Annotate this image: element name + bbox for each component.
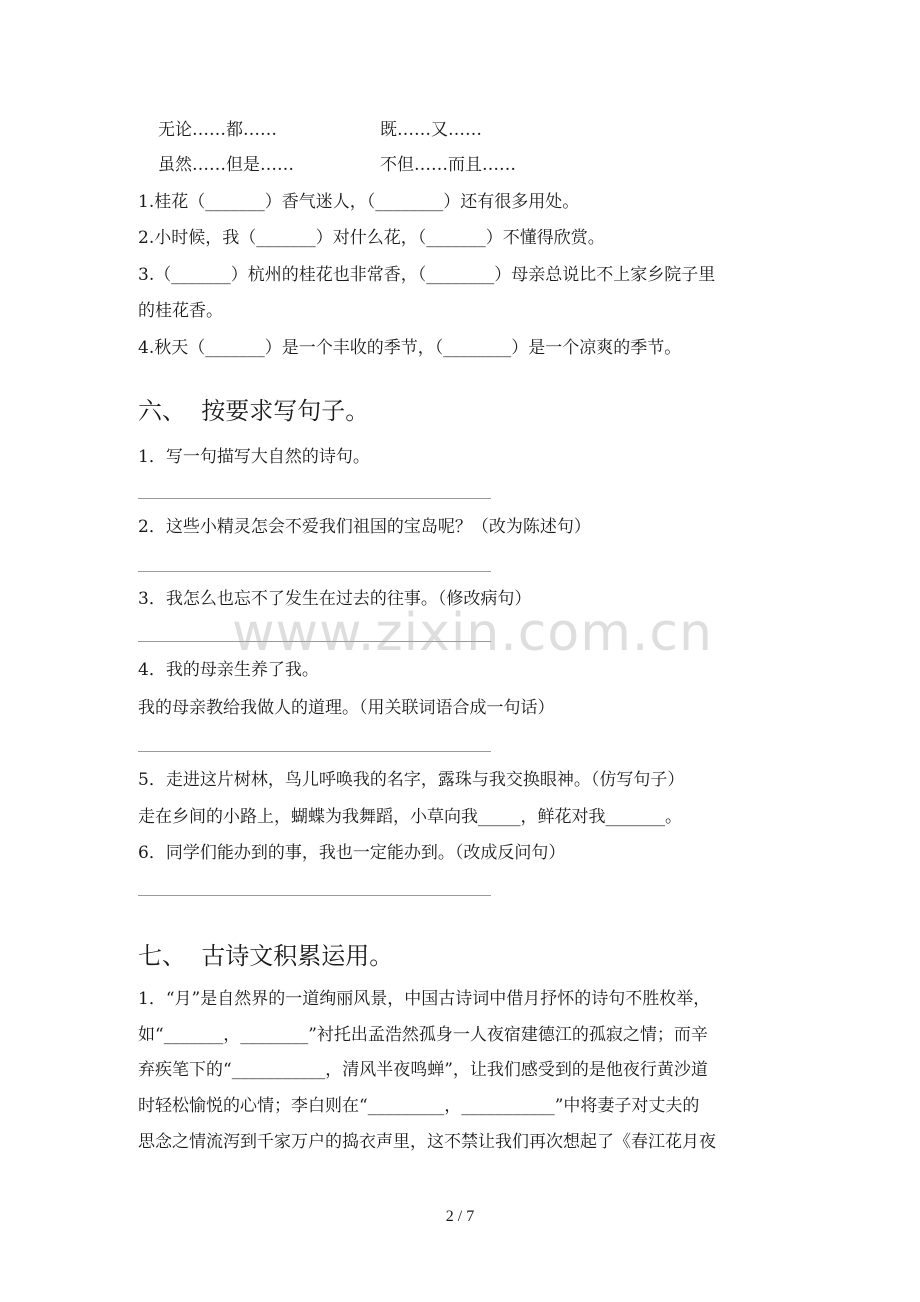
poem-question-line: 时轻松愉悦的心情；李白则在“_________，___________”中将妻子对丈夫的 [138, 1096, 700, 1116]
page-number: 2 / 7 [445, 1208, 475, 1225]
question: 5．走进这片树林，鸟儿呼唤我的名字，露珠与我交换眼神。（仿写句子） [138, 770, 685, 790]
fill-in-question: 3.（_______）杭州的桂花也非常香，（________）母亲总说比不上家乡院子里 [138, 265, 716, 285]
answer-line[interactable] [138, 571, 491, 572]
fill-in-question: 1.桂花（_______）香气迷人，（________）还有很多用处。 [138, 192, 580, 212]
conjunction-option: 无论……都…… [158, 120, 277, 140]
poem-question-line: 1．“月”是自然界的一道绚丽风景，中国古诗词中借月抒怀的诗句不胜枚举， [138, 989, 711, 1009]
fill-in-question: 的桂花香。 [138, 301, 223, 321]
question: 我的母亲教给我做人的道理。（用关联词语合成一句话） [138, 698, 555, 718]
poem-question-line: 如“_______，________”衬托出孟浩然孤身一人夜宿建德江的孤寂之情；而辛 [138, 1025, 708, 1045]
poem-question-line: 思念之情流泻到千家万户的捣衣声里，这不禁让我们再次想起了《春江花月夜 [138, 1132, 716, 1152]
section-heading: 七、 古诗文积累运用。 [138, 942, 394, 970]
answer-line[interactable] [138, 895, 491, 896]
watermark: www.zixin.com.cn [232, 603, 713, 663]
answer-line[interactable] [138, 751, 491, 752]
question: 2．这些小精灵怎会不爱我们祖国的宝岛呢？（改为陈述句） [138, 517, 591, 537]
conjunction-option: 既……又…… [380, 120, 482, 140]
question: 走在乡间的小路上，蝴蝶为我舞蹈，小草向我_____，鲜花对我_______。 [138, 807, 682, 827]
conjunction-option: 虽然……但是…… [158, 155, 294, 175]
question: 6．同学们能办到的事，我也一定能办到。（改成反问句） [138, 843, 566, 863]
section-heading: 六、 按要求写句子。 [138, 397, 370, 425]
question: 3．我怎么也忘不了发生在过去的往事。（修改病句） [138, 589, 532, 609]
answer-line[interactable] [138, 498, 491, 499]
fill-in-question: 4.秋天（_______）是一个丰收的季节，（________）是一个凉爽的季节。 [138, 338, 682, 358]
question: 1．写一句描写大自然的诗句。 [138, 447, 370, 467]
question: 4．我的母亲生养了我。 [138, 660, 319, 680]
poem-question-line: 弃疾笔下的“___________，清风半夜鸣蝉”，让我们感受到的是他夜行黄沙道 [138, 1060, 708, 1080]
fill-in-question: 2.小时候，我（_______）对什么花，（_______）不懂得欣赏。 [138, 228, 605, 248]
conjunction-option: 不但……而且…… [380, 155, 516, 175]
